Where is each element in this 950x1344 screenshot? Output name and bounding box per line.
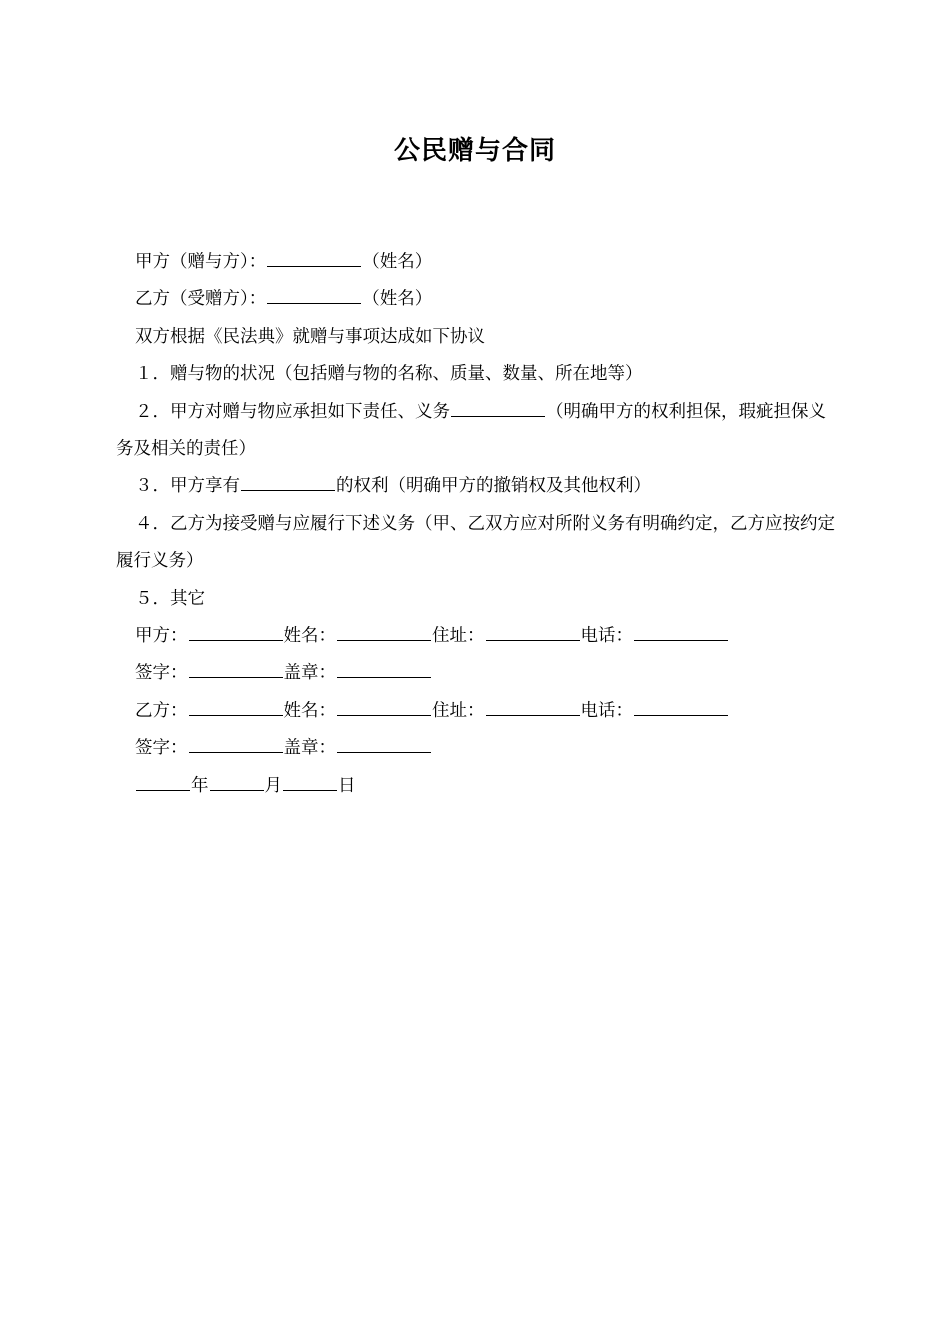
month-blank (210, 772, 264, 791)
clause-2-suffix: （明确甲方的权利担保，瑕疵担保义务及相关的责任） (116, 401, 826, 460)
sig-b-name-label: 姓名： (283, 700, 336, 721)
sig-b-party-label: 乙方： (135, 700, 188, 721)
sig-a-phone-label: 电话： (580, 626, 633, 647)
signature-b-sign-line (116, 730, 838, 767)
sig-b-party-blank (189, 697, 283, 716)
day-label: 日 (338, 775, 356, 796)
party-b-label: 乙方（受赠方）： (135, 289, 267, 310)
signature-b-line (116, 693, 838, 730)
sig-b-phone-blank (634, 697, 728, 716)
day-blank (283, 772, 337, 791)
year-label: 年 (191, 775, 209, 796)
sig-a-address-label: 住址： (432, 626, 485, 647)
sig-a-party-blank (189, 622, 283, 641)
clause-2-blank (451, 398, 545, 417)
sig-a-seal-label: 盖章： (283, 663, 336, 684)
clause-3-blank (241, 472, 335, 491)
sig-b-sign-blank (189, 734, 283, 753)
date-line (116, 768, 838, 805)
sig-b-phone-label: 电话： (580, 700, 633, 721)
party-a-label: 甲方（赠与方）： (135, 252, 267, 272)
sig-a-seal-blank (337, 659, 431, 678)
intro-line: 双方根据《民法典》就赠与事项达成如下协议 (135, 326, 485, 347)
sig-b-address-blank (486, 697, 580, 716)
month-label: 月 (264, 775, 282, 796)
clause-4: ４．乙方为接受赠与应履行下述义务（甲、乙双方应对所附义务有明确约定，乙方应按约定履行义务） (116, 513, 835, 572)
document-title: 公民赠与合同 (393, 136, 556, 166)
clause-2-prefix: ２．甲方对赠与物应承担如下责任、义务 (135, 401, 450, 422)
signature-a-sign-line (116, 655, 838, 692)
sig-b-sign-label: 签字： (135, 738, 188, 759)
sig-b-seal-label: 盖章： (283, 738, 336, 759)
sig-a-name-label: 姓名： (283, 626, 336, 647)
party-a-line (116, 244, 838, 281)
sig-a-sign-label: 签字： (135, 663, 188, 684)
party-b-line (116, 281, 838, 318)
party-b-name-blank (267, 285, 361, 304)
document-body (116, 244, 838, 805)
sig-a-sign-blank (189, 659, 283, 678)
sig-a-phone-blank (634, 622, 728, 641)
sig-b-address-label: 住址： (432, 700, 485, 721)
sig-b-seal-blank (337, 734, 431, 753)
clause-3 (116, 468, 838, 505)
clause-5: ５．其它 (135, 588, 205, 609)
year-blank (136, 772, 190, 791)
clause-1: １．赠与物的状况（包括赠与物的名称、质量、数量、所在地等） (135, 364, 643, 385)
sig-a-name-blank (337, 622, 431, 641)
party-a-suffix: （姓名） (362, 252, 433, 272)
sig-a-party-label: 甲方： (135, 626, 188, 647)
clause-2 (116, 394, 838, 469)
sig-a-address-blank (486, 622, 580, 641)
party-a-name-blank (267, 248, 361, 267)
clause-3-suffix: 的权利（明确甲方的撤销权及其他权利） (336, 476, 651, 497)
party-b-suffix: （姓名） (362, 289, 433, 310)
signature-a-line (116, 618, 838, 655)
sig-b-name-blank (337, 697, 431, 716)
clause-3-prefix: ３．甲方享有 (135, 476, 240, 497)
